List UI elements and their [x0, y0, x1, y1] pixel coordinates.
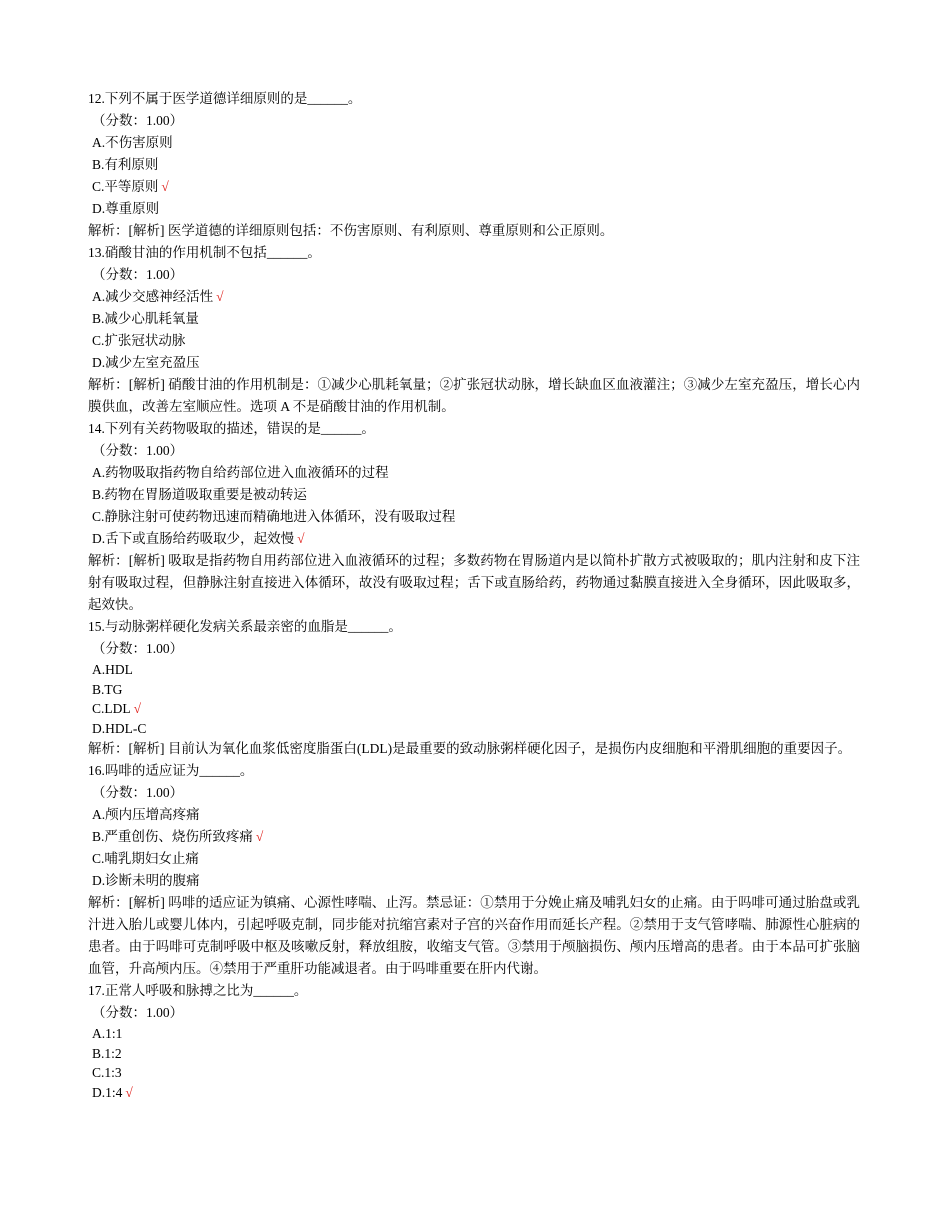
answer-option-text: B.严重创伤、烧伤所致疼痛 [92, 829, 253, 844]
answer-option-text: A.颅内压增高疼痛 [92, 807, 200, 822]
answer-option [88, 1083, 860, 1103]
question-block [88, 980, 860, 1102]
question-score: （分数：1.00） [92, 267, 184, 282]
answer-option-text: A.减少交感神经活性 [92, 289, 214, 304]
question-analysis: 解析：[解析] 吸取是指药物自用药部位进入血液循环的过程；多数药物在胃肠道内是以简朴扩散方式被吸取的；肌内注射和皮下注射有吸取过程，但静脉注射直接进入体循环，故没有吸取过程；舌下或直肠给药，药物通过黏膜直接进入全身循环，因此吸取多，起效快。 [88, 553, 860, 612]
question-analysis: 解析：[解析] 目前认为氧化血浆低密度脂蛋白(LDL)是最重要的致动脉粥样硬化因子，是损伤内皮细胞和平滑肌细胞的重要因子。 [88, 741, 852, 756]
question-score: （分数：1.00） [92, 785, 184, 800]
answer-option-text: B.TG [92, 681, 123, 697]
answer-option-text: A.不伤害原则 [92, 135, 173, 150]
correct-check-icon: √ [216, 289, 224, 304]
answer-option-text: D.舌下或直肠给药吸取少，起效慢 [92, 531, 295, 546]
answer-option-text: A.HDL [92, 662, 133, 677]
answer-option [88, 462, 860, 484]
question-block [88, 418, 860, 616]
correct-check-icon: √ [133, 701, 142, 716]
answer-option [88, 1044, 860, 1064]
answer-option-text: C.静脉注射可使药物迅速而精确地进入体循环，没有吸取过程 [92, 509, 456, 524]
question-block [88, 760, 860, 980]
answer-option-text: C.扩张冠状动脉 [92, 333, 186, 348]
answer-option [88, 198, 860, 220]
correct-check-icon: √ [255, 829, 264, 844]
answer-option-text: D.1:4 [92, 1084, 123, 1100]
answer-option [88, 870, 860, 892]
question-analysis: 解析：[解析] 医学道德的详细原则包括：不伤害原则、有利原则、尊重原则和公正原则。 [88, 223, 614, 238]
answer-option-text: B.减少心肌耗氧量 [92, 311, 199, 326]
answer-option [88, 804, 860, 826]
answer-option-text: C.LDL [92, 701, 131, 716]
question-stem: 17.正常人呼吸和脉搏之比为______。 [88, 983, 308, 998]
question-stem: 16.吗啡的适应证为______。 [88, 763, 254, 778]
correct-check-icon: √ [161, 179, 169, 194]
question-stem: 13.硝酸甘油的作用机制不包括______。 [88, 245, 321, 260]
answer-option-text: B.1:2 [92, 1045, 122, 1061]
answer-option-text: C.平等原则 [92, 179, 159, 194]
answer-option [88, 680, 860, 700]
question-block [88, 242, 860, 418]
question-analysis: 解析：[解析] 吗啡的适应证为镇痛、心源性哮喘、止泻。禁忌证：①禁用于分娩止痛及哺乳妇女的止痛。由于吗啡可通过胎盘或乳汁进入胎儿或婴儿体内，引起呼吸克制，同步能对抗缩宫素对子宫的兴奋作用而延长产程。②禁用于支气管哮喘、肺源性心脏病的患者。由于吗啡可克制呼吸中枢及咳嗽反射，释放组胺，收缩支气管。③禁用于颅脑损伤、颅内压增高的患者。由于本品可扩张脑血管，升高颅内压。④禁用于严重肝功能减退者。由于吗啡重要在肝内代谢。 [88, 895, 860, 976]
answer-option [88, 848, 860, 870]
answer-option [88, 826, 860, 848]
answer-option-text: D.尊重原则 [92, 201, 160, 216]
answer-option-text: D.HDL-C [92, 720, 147, 736]
answer-option [88, 1024, 860, 1044]
question-score: （分数：1.00） [92, 641, 184, 656]
answer-option-text: C.哺乳期妇女止痛 [92, 851, 199, 866]
answer-option [88, 352, 860, 374]
answer-option [88, 330, 860, 352]
answer-option [88, 1063, 860, 1083]
answer-option-text: C.1:3 [92, 1065, 122, 1080]
answer-option [88, 506, 860, 528]
answer-option-text: A.1:1 [92, 1026, 123, 1041]
answer-option [88, 154, 860, 176]
answer-option [88, 528, 860, 550]
question-block [88, 616, 860, 760]
answer-option-text: D.诊断未明的腹痛 [92, 873, 200, 888]
question-score: （分数：1.00） [92, 443, 184, 458]
question-score: （分数：1.00） [92, 113, 184, 128]
answer-option [88, 286, 860, 308]
question-stem: 14.下列有关药物吸取的描述，错误的是______。 [88, 421, 375, 436]
question-document [88, 88, 860, 1102]
answer-option [88, 699, 860, 719]
answer-option [88, 132, 860, 154]
question-score: （分数：1.00） [92, 1005, 184, 1020]
correct-check-icon: √ [125, 1084, 133, 1100]
answer-option [88, 484, 860, 506]
question-analysis: 解析：[解析] 硝酸甘油的作用机制是：①减少心肌耗氧量；②扩张冠状动脉，增长缺血区血液灌注；③减少左室充盈压，增长心内膜供血，改善左室顺应性。选项 A 不是硝酸甘油的作用机制。 [88, 377, 860, 414]
correct-check-icon: √ [297, 531, 305, 546]
answer-option [88, 176, 860, 198]
question-block [88, 88, 860, 242]
answer-option [88, 308, 860, 330]
question-stem: 12.下列不属于医学道德详细原则的是______。 [88, 91, 362, 106]
answer-option-text: B.有利原则 [92, 157, 159, 172]
question-stem: 15.与动脉粥样硬化发病关系最亲密的血脂是______。 [88, 619, 402, 634]
answer-option-text: B.药物在胃肠道吸取重要是被动转运 [92, 487, 307, 502]
answer-option-text: D.减少左室充盈压 [92, 355, 200, 370]
answer-option [88, 660, 860, 680]
answer-option [88, 719, 860, 739]
answer-option-text: A.药物吸取指药物自给药部位进入血液循环的过程 [92, 465, 389, 480]
